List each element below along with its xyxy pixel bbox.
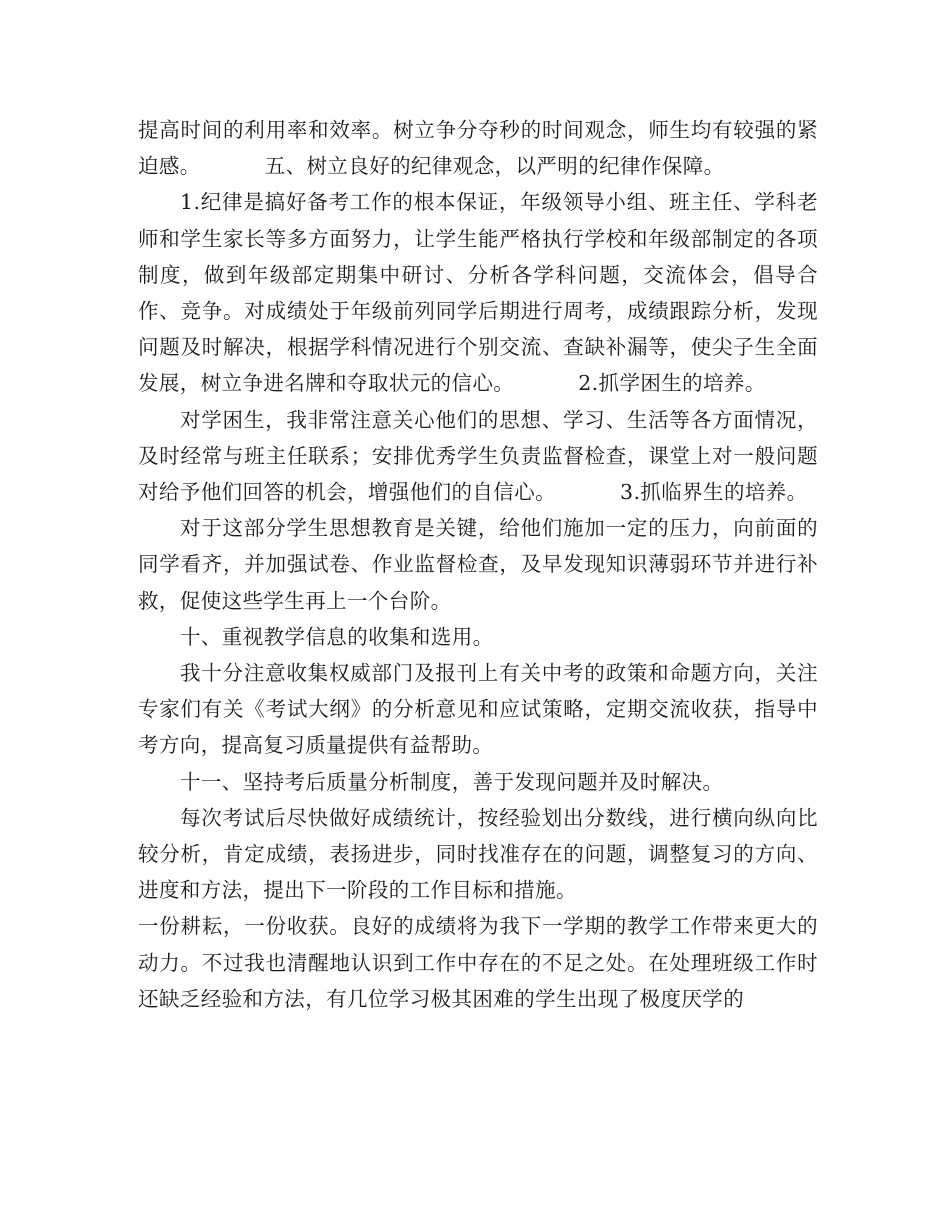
- item-2-heading: 2.抓学困生的培养。: [578, 371, 766, 396]
- paragraph-2: [138, 184, 818, 401]
- document-body: [138, 112, 818, 1017]
- paragraph-2-text: 1.纪律是搞好备考工作的根本保证，年级领导小组、班主任、学科老师和学生家长等多方面努力，让学生能严格执行学校和年级部制定的各项制度，做到年级部定期集中研讨、分析各学科问题，交流体会，倡导合作、竞争。对成绩处于年级前列同学后期进行周考，成绩跟踪分析，发现问题及时解决，根据学科情况进行个别交流、查缺补漏等，使尖子生全面发展，树立争进名牌和夺取状元的信心。: [138, 190, 818, 396]
- paragraph-4: 对于这部分学生思想教育是关键，给他们施加一定的压力，向前面的同学看齐，并加强试卷、作业监督检查，及早发现知识薄弱环节并进行补救，促使这些学生再上一个台阶。: [138, 516, 818, 613]
- paragraph-3: [138, 402, 818, 511]
- section-eleven-heading: 十一、坚持考后质量分析制度，善于发现问题并及时解决。: [180, 769, 724, 794]
- section-ten-heading: 十、重视教学信息的收集和选用。: [180, 624, 494, 649]
- paragraph-6: 我十分注意收集权威部门及报刊上有关中考的政策和命题方向，关注专家们有关《考试大纲》的分析意见和应试策略，定期交流收获，指导中考方向，提高复习质量提供有益帮助。: [138, 661, 818, 758]
- paragraph-1-text: 提高时间的利用率和效率。树立争分夺秒的时间观念，师生均有较强的紧迫感。: [138, 118, 818, 179]
- section-five-heading: 五、树立良好的纪律观念，以严明的纪律作保障。: [264, 154, 725, 179]
- paragraph-8: 每次考试后尽快做好成绩统计，按经验划出分数线，进行横向纵向比较分析，肯定成绩，表扬进步，同时找准存在的问题，调整复习的方向、进度和方法，提出下一阶段的工作目标和措施。: [138, 805, 818, 903]
- item-3-heading: 3.抓临界生的培养。: [620, 480, 808, 505]
- paragraph-3-text: 对学困生，我非常注意关心他们的思想、学习、生活等各方面情况，及时经常与班主任联系；安排优秀学生负责监督检查，课堂上对一般问题对给予他们回答的机会，增强他们的自信心。: [138, 407, 818, 505]
- paragraph-1: [138, 112, 818, 184]
- paragraph-9: 一份耕耘，一份收获。良好的成绩将为我下一学期的教学工作带来更大的动力。不过我也清醒地认识到工作中存在的不足之处。在处理班级工作时还缺乏经验和方法，有几位学习极其困难的学生出现了极度厌学的: [138, 914, 818, 1011]
